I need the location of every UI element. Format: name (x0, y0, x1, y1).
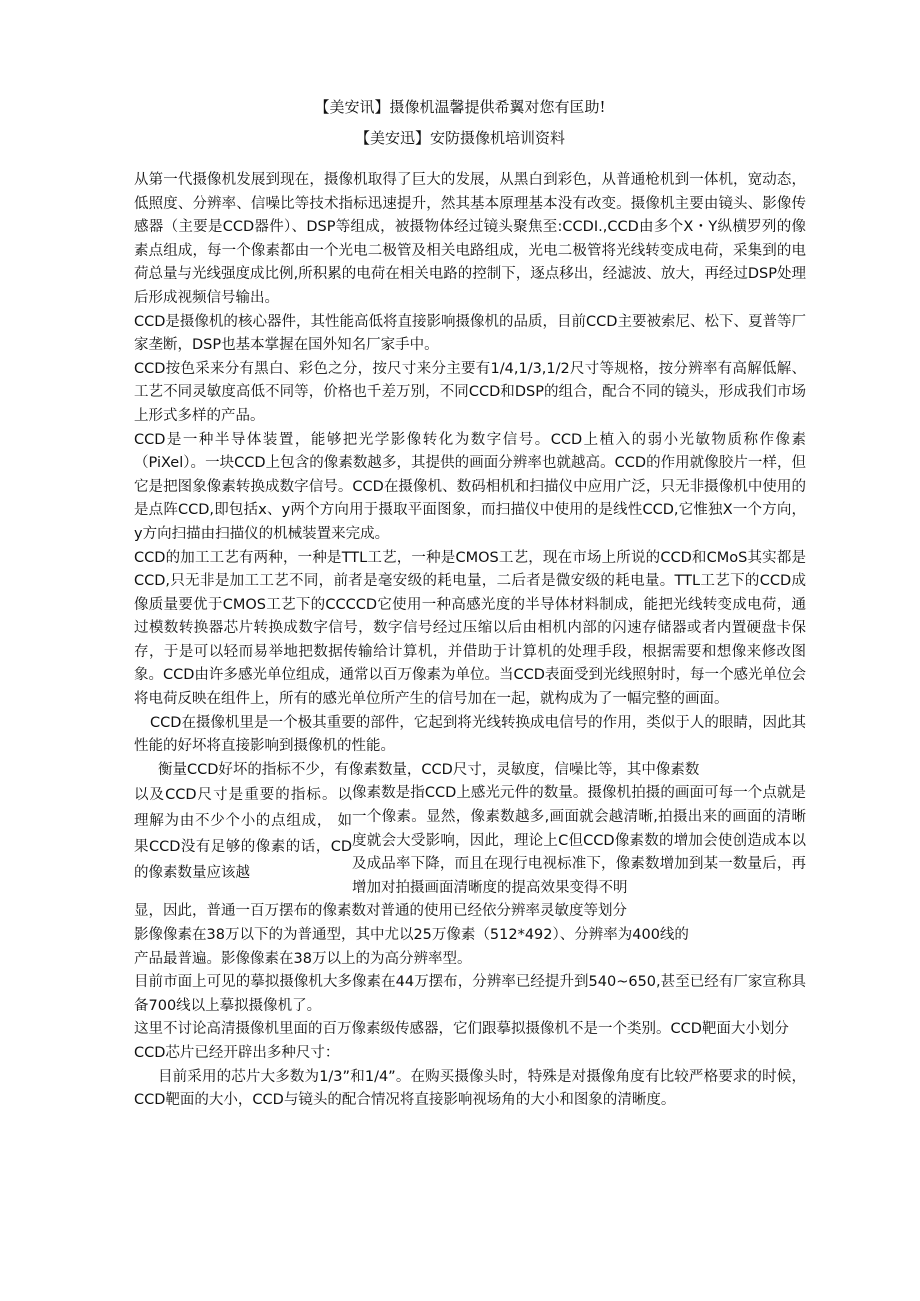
paragraph-chip-current: 目前采用的芯片大多数为1/3”和1/4”。在购买摄像头时，特殊是对摄像角度有比较严格要求的时候，CCD靶面的大小，CCD与镜头的配合情况将直接影响视场角的大小和图象的清晰度。 (134, 1068, 806, 1109)
paragraph-right-column: 像素数是指CCD上感光元件的数量。摄像机拍摄的画面可每一个点就是一个像素。显然，像素数越多,画面就会越清晰,拍摄出来的画面的清晰度就会大受影响，因此，理论上C但CCD像素数的增加会使创造成本以及成品率下降，而且在现行电视标准下，像素数增加到某一数量后，再增加对拍摄画面清晰度的提高效果变得不明 (352, 785, 806, 896)
two-column-block (134, 782, 806, 900)
article-body (134, 169, 806, 1113)
paragraph-hd-note: 这里不讨论高清摄像机里面的百万像素级传感器，它们跟摹拟摄像机不是一个类别。CCD靶面大小划分 (134, 1021, 789, 1038)
header-line-1: 【美安讯】摄像机温馨提供希翼对您有匡助! (314, 98, 606, 116)
paragraph-analog-market: 目前市面上可见的摹拟摄像机大多像素在44万摆布，分辨率已经提升到540~650,甚至已经有厂家宣称具备700线以上摹拟摄像机了。 (134, 974, 806, 1014)
paragraph-ccd-types: CCD按色采来分有黑白、彩色之分，按尺寸来分主要有1/4,1/3,1/2尺寸等规格，按分辨率有高解低解、工艺不同灵敏度高低不同等，价格也千差万别，不同CCD和DSP的组合，配合不同的镜头，形成我们市场上形式多样的产品。 (134, 360, 806, 424)
paragraph-chip-sizes: CCD芯片已经开辟出多种尺寸： (134, 1044, 340, 1061)
paragraph-ccd-semiconductor: CCD是一种半导体装置，能够把光学影像转化为数字信号。CCD上植入的弱小光敏物质称作像素（PiXel）。一块CCD上包含的像素数越多，其提供的画面分辨率也就越高。CCD的作用就像胶片一样，但它是把图象像素转换成数字信号。CCD在摄像机、数码相机和扫描仪中应用广泛，只无非摄像机中使用的是点阵CCD,即包括x、y两个方向用于摄取平面图象，而扫描仪中使用的是线性CCD,它惟独X一个方向，y方向扫描由扫描仪的机械装置来完成。 (134, 431, 806, 542)
paragraph-intro: 从第一代摄像机发展到现在，摄像机取得了巨大的发展，从黑白到彩色，从普通枪机到一体机，宽动态，低照度、分辨率、信噪比等技术指标迅速提升，然其基本原理基本没有改变。摄像机主要由镜头、影像传感器（主要是CCD器件）、DSP等组成，被摄物体经过镜头聚焦至:CCDI.,CCD由多个X・Y纵横罗列的像素点组成，每一个像素都由一个光电二极管及相关电路组成，光电二极管将光线转变成电荷，采集到的电荷总量与光线强度成比例,所积累的电荷在相关电路的控制下，逐点移出，经滤波、放大，再经过DSP处理后形成视频信号输出。 (134, 172, 806, 306)
header-line-2: 【美安迅】安防摄像机培训资料 (354, 129, 565, 147)
paragraph-ccd-core: CCD是摄像机的核心器件，其性能高低将直接影响摄像机的品质，目前CCD主要被索尼、松下、夏普等厂家垄断，DSP也基本掌握在国外知名厂家手中。 (134, 313, 806, 354)
paragraph-high-res-type: 产品最普遍。影像像素在38万以上的为高分辨率型。 (134, 950, 472, 967)
paragraph-ccd-metrics: 衡量CCD好坏的指标不少，有像素数量，CCD尺寸，灵敏度，信噪比等，其中像素数 (158, 761, 700, 778)
paragraph-ccd-process: CCD的加工工艺有两种，一种是TTL工艺，一种是CMOS工艺，现在市场上所说的CCD和CMoS其实都是CCD,只无非是加工工艺不同，前者是毫安级的耗电量，二后者是微安级的耗电量。TTL工艺下的CCD成像质量要优于CMOS工艺下的CCCCD它使用一种高感光度的半导体材料制成，能把光线转变成电荷，通过模数转换器芯片转换成数字信号，数字信号经过压缩以后由相机内部的闪速存储器或者内置硬盘卡保存，于是可以轻而易举地把数据传输给计算机，并借助于计算机的处理手段，根据需要和想像来修改图象。CCD由许多感光单位组成，通常以百万像素为单位。当CCD表面受到光线照射时，每一个感光单位会将电荷反映在组件上，所有的感光单位所产生的信号加在一起，就构成为了一幅完整的画面。 (134, 549, 806, 708)
paragraph-pixel-summary: 显，因此，普通一百万摆布的像素数对普通的使用已经依分辨率灵敏度等划分 (134, 903, 627, 920)
paragraph-normal-type: 影像像素在38万以下的为普通型，其中尤以25万像素（512*492）、分辨率为400线的 (134, 927, 689, 943)
paragraph-ccd-importance: CCD在摄像机里是一个极其重要的部件，它起到将光线转换成电信号的作用，类似于人的眼睛，因此其性能的好坏将直接影响到摄像机的性能。 (134, 714, 806, 755)
right-column (352, 782, 806, 900)
left-column (134, 782, 352, 900)
paragraph-left-column: 以及CCD尺寸是重要的指标。以理解为由不少个小的点组成， 如果CCD没有足够的像素的话，CD的像素数量应该越 (134, 787, 352, 882)
